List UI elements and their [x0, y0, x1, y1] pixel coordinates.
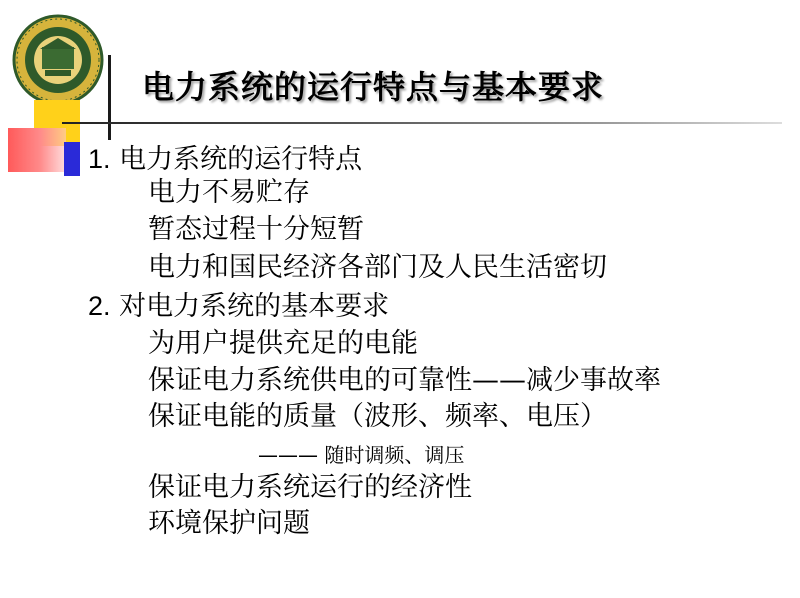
- list-item: 环境保护问题: [148, 508, 310, 539]
- slide-title: 电力系统的运行特点与基本要求: [142, 68, 605, 106]
- list-sub-item: ——— 随时调频、调压: [258, 443, 465, 467]
- section-1-number: 1.: [88, 144, 111, 174]
- section-1-title: 电力系统的运行特点: [119, 144, 363, 175]
- list-item: 保证电力系统供电的可靠性——减少事故率: [148, 365, 661, 396]
- list-item: 暂态过程十分短暂: [148, 214, 364, 245]
- section-2-number: 2.: [88, 291, 111, 321]
- list-item: 电力不易贮存: [148, 177, 310, 208]
- university-logo: [12, 14, 104, 106]
- vertical-divider: [108, 55, 111, 140]
- title-underline: [62, 122, 782, 124]
- list-item: 保证电力系统运行的经济性: [148, 472, 472, 503]
- decorative-red-square: [8, 128, 66, 172]
- list-item: 保证电能的质量（波形、频率、电压）: [148, 401, 607, 432]
- section-2-title: 对电力系统的基本要求: [119, 291, 390, 322]
- decorative-blue-bar: [64, 142, 80, 176]
- list-item: 为用户提供充足的电能: [148, 328, 418, 359]
- list-item: 电力和国民经济各部门及人民生活密切: [148, 252, 607, 283]
- section-2-heading: [88, 289, 389, 324]
- section-1-heading: [88, 142, 362, 177]
